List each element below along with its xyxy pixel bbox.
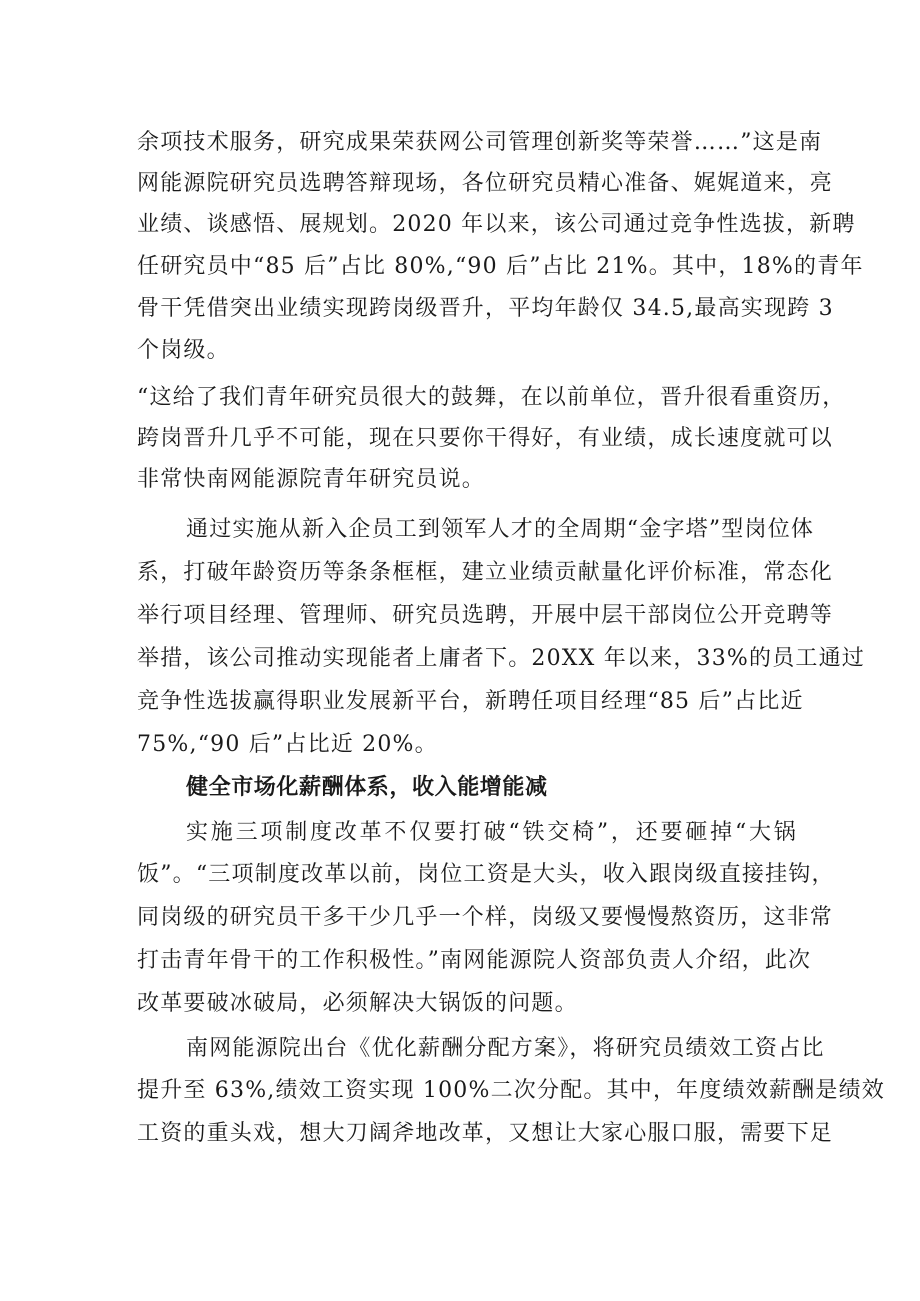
text-line: 骨干凭借突出业绩实现跨岗级晋升，平均年龄仅 34.5,最高实现跨 3 xyxy=(137,296,834,321)
text-line: 业绩、谈感悟、展规划。2020 年以来，该公司通过竞争性选拔，新聘 xyxy=(137,212,856,237)
text-line: 余项技术服务，研究成果荣获网公司管理创新奖等荣誉……”这是南 xyxy=(137,130,823,155)
text-line: 打击青年骨干的工作积极性。”南网能源院人资部负责人介绍，此次 xyxy=(137,948,812,973)
text-line: 饭”。“三项制度改革以前，岗位工资是大头，收入跟岗级直接挂钩， xyxy=(137,862,835,887)
text-line: 改革要破冰破局，必须解决大锅饭的问题。 xyxy=(137,991,578,1016)
text-line: 系，打破年龄资历等条条框框，建立业绩贡献量化评价标准，常态化 xyxy=(137,560,834,585)
text-line: 提升至 63%,绩效工资实现 100%二次分配。其中，年度绩效薪酬是绩效 xyxy=(137,1078,885,1103)
text-line: 任研究员中“85 后”占比 80%,“90 后”占比 21%。其中，18%的青年 xyxy=(137,254,864,279)
section-heading: 健全市场化薪酬体系，收入能增能减 xyxy=(186,775,548,800)
text-line: 实施三项制度改革不仅要打破“铁交椅”，还要砸掉“大锅 xyxy=(186,820,797,845)
text-line: 网能源院研究员选聘答辩现场，各位研究员精心准备、娓娓道来，亮 xyxy=(137,171,834,196)
text-line: 个岗级。 xyxy=(137,338,230,363)
text-line: 通过实施从新入企员工到领军人才的全周期“金字塔”型岗位体 xyxy=(186,517,815,542)
text-line: 非常快南网能源院青年研究员说。 xyxy=(137,467,486,492)
text-line: 南网能源院出台《优化薪酬分配方案》，将研究员绩效工资占比 xyxy=(186,1036,825,1061)
text-line: 竞争性选拔赢得职业发展新平台，新聘任项目经理“85 后”占比近 xyxy=(137,689,804,714)
text-line: 举措，该公司推动实现能者上庸者下。20XX 年以来，33%的员工通过 xyxy=(137,646,866,671)
text-line: 跨岗晋升几乎不可能，现在只要你干得好，有业绩，成长速度就可以 xyxy=(137,426,834,451)
text-line: 工资的重头戏，想大刀阔斧地改革，又想让大家心服口服，需要下足 xyxy=(137,1121,834,1146)
text-line: “这给了我们青年研究员很大的鼓舞，在以前单位，晋升很看重资历， xyxy=(137,385,846,410)
text-line: 举行项目经理、管理师、研究员选聘，开展中层干部岗位公开竞聘等 xyxy=(137,603,834,628)
text-line: 75%,“90 后”占比近 20%。 xyxy=(137,732,438,757)
text-line: 同岗级的研究员干多干少几乎一个样，岗级又要慢慢熬资历，这非常 xyxy=(137,905,834,930)
